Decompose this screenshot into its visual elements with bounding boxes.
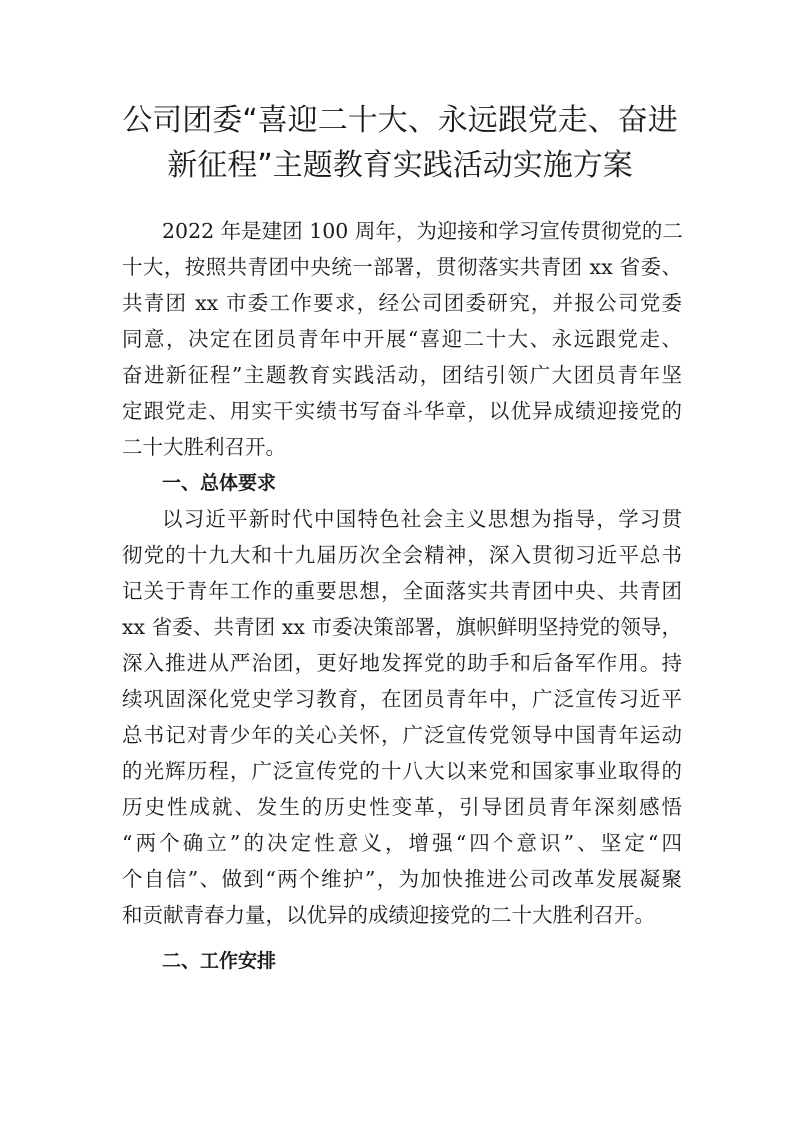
paragraph-line: 的光辉历程，广泛宣传党的十八大以来党和国家事业取得的 — [122, 759, 682, 783]
section-1-paragraph — [122, 501, 682, 933]
section-heading-2: 二、工作安排 — [162, 950, 277, 972]
document-title — [80, 98, 720, 188]
title-line-1: 公司团委“喜迎二十大、永远跟党走、奋进 — [122, 103, 678, 138]
paragraph-line: 彻党的十九大和十九届历次全会精神，深入贯彻习近平总书 — [122, 543, 682, 567]
paragraph-line: 个自信”、做到“两个维护”，为加快推进公司改革发展凝聚 — [122, 867, 682, 891]
paragraph-line: 和贡献青春力量，以优异的成绩迎接党的二十大胜利召开。 — [122, 903, 655, 927]
section-heading-1: 一、总体要求 — [162, 472, 277, 494]
paragraph-line: 十大，按照共青团中央统一部署，贯彻落实共青团 xx 省委、 — [122, 255, 682, 279]
paragraph-line: 同意，决定在团员青年中开展“喜迎二十大、永远跟党走、 — [122, 327, 682, 351]
paragraph-line: 总书记对青少年的关心关怀，广泛宣传党领导中国青年运动 — [122, 723, 682, 747]
paragraph-line: 以习近平新时代中国特色社会主义思想为指导，学习贯 — [162, 507, 682, 531]
intro-paragraph — [122, 213, 682, 465]
document-body — [122, 213, 682, 979]
paragraph-line: 历史性成就、发生的历史性变革，引导团员青年深刻感悟 — [122, 795, 682, 819]
paragraph-line: xx 省委、共青团 xx 市委决策部署，旗帜鲜明坚持党的领导， — [122, 615, 682, 639]
paragraph-line: 记关于青年工作的重要思想，全面落实共青团中央、共青团 — [122, 579, 682, 603]
paragraph-line: 奋进新征程”主题教育实践活动，团结引领广大团员青年坚 — [122, 363, 682, 387]
paragraph-line: 深入推进从严治团，更好地发挥党的助手和后备军作用。持 — [122, 651, 682, 675]
paragraph-line: 续巩固深化党史学习教育，在团员青年中，广泛宣传习近平 — [122, 687, 682, 711]
title-line-2: 新征程”主题教育实践活动实施方案 — [167, 148, 633, 183]
paragraph-line: 2022 年是建团 100 周年，为迎接和学习宣传贯彻党的二 — [162, 219, 683, 243]
paragraph-line: 共青团 xx 市委工作要求，经公司团委研究，并报公司党委 — [122, 291, 682, 315]
paragraph-line: 二十大胜利召开。 — [122, 435, 286, 459]
paragraph-line: 定跟党走、用实干实绩书写奋斗华章，以优异成绩迎接党的 — [122, 399, 682, 423]
paragraph-line: “两个确立”的决定性意义，增强“四个意识”、坚定“四 — [122, 831, 682, 855]
